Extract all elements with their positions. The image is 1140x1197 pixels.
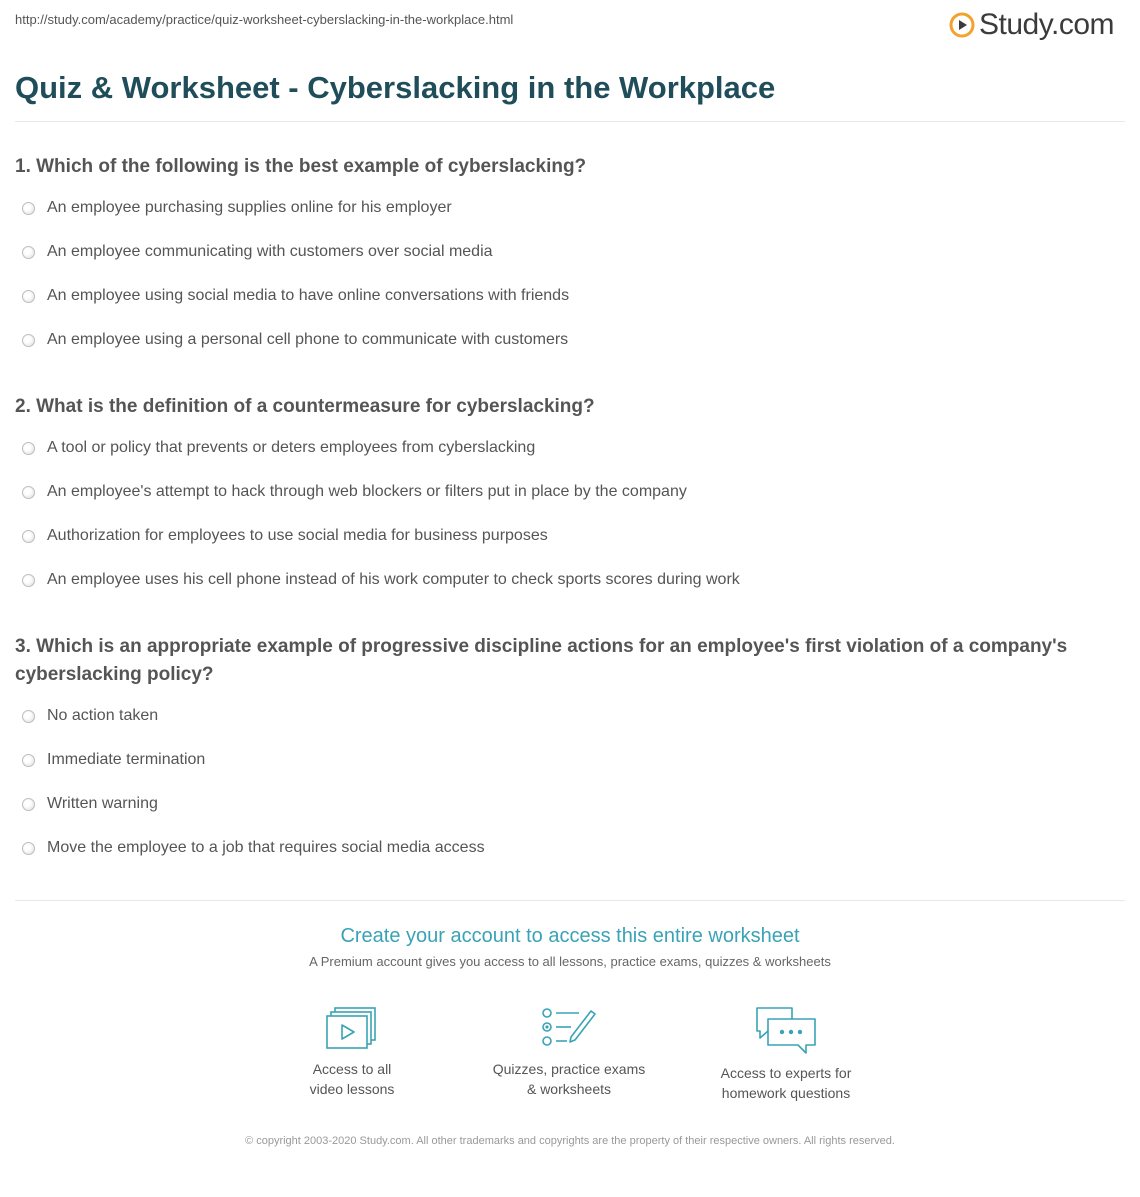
feature-label: Access to all video lessons xyxy=(309,1061,395,1097)
answer-option-3d[interactable] xyxy=(22,839,485,857)
question-3: 3. Which is an appropriate example of progressive discipline actions for an employee's first violation of a company's cyberslacking policy? xyxy=(15,636,1068,685)
radio-button[interactable] xyxy=(22,202,35,215)
answer-option-3c[interactable] xyxy=(22,795,158,813)
feature-label: Quizzes, practice exams & worksheets xyxy=(492,1061,646,1097)
answer-option-2b[interactable] xyxy=(22,483,687,501)
question-1: 1. Which of the following is the best example of cyberslacking? xyxy=(15,156,587,177)
answer-option-1a[interactable] xyxy=(22,199,452,217)
divider xyxy=(15,121,1125,122)
radio-button[interactable] xyxy=(22,798,35,811)
answer-label: Move the employee to a job that requires social media access xyxy=(47,839,485,856)
studycom-logo[interactable] xyxy=(949,6,1114,44)
feature-experts xyxy=(686,1005,886,1103)
answer-label: Immediate termination xyxy=(47,751,206,768)
page-url: http://study.com/academy/practice/quiz-worksheet-cyberslacking-in-the-workplace.html xyxy=(15,12,514,27)
copyright-footer: © copyright 2003-2020 Study.com. All other trademarks and copyrights are the property of their respective owners. All rights reserved. xyxy=(245,1135,895,1147)
answer-label: Written warning xyxy=(47,795,158,812)
radio-button[interactable] xyxy=(22,710,35,723)
answer-option-1c[interactable] xyxy=(22,287,569,305)
play-circle-icon xyxy=(949,12,975,38)
answer-label: An employee purchasing supplies online for his employer xyxy=(47,199,452,216)
feature-video-lessons xyxy=(252,1005,452,1099)
answer-label: An employee using social media to have online conversations with friends xyxy=(47,287,570,304)
logo-text: Study.com xyxy=(979,8,1114,41)
page-title: Quiz & Worksheet - Cyberslacking in the Workplace xyxy=(15,70,776,105)
video-lessons-icon xyxy=(326,1005,378,1051)
answer-label: An employee uses his cell phone instead of his work computer to check sports scores during work xyxy=(47,571,740,588)
radio-button[interactable] xyxy=(22,334,35,347)
answer-option-3a[interactable] xyxy=(22,707,158,725)
divider xyxy=(15,900,1125,901)
answer-option-1d[interactable] xyxy=(22,331,568,349)
answer-option-1b[interactable] xyxy=(22,243,493,261)
answer-option-2c[interactable] xyxy=(22,527,548,545)
answer-label: Authorization for employees to use social media for business purposes xyxy=(47,527,548,544)
radio-button[interactable] xyxy=(22,486,35,499)
answer-label: A tool or policy that prevents or deters employees from cyberslacking xyxy=(47,439,536,456)
radio-button[interactable] xyxy=(22,246,35,259)
create-account-link[interactable]: Create your account to access this entire worksheet xyxy=(340,925,800,947)
premium-description: A Premium account gives you access to all lessons, practice exams, quizzes & worksheets xyxy=(309,954,831,969)
quiz-checklist-icon xyxy=(541,1005,597,1051)
radio-button[interactable] xyxy=(22,754,35,767)
radio-button[interactable] xyxy=(22,530,35,543)
answer-option-3b[interactable] xyxy=(22,751,205,769)
feature-quizzes xyxy=(469,1005,669,1099)
answer-option-2d[interactable] xyxy=(22,571,740,589)
radio-button[interactable] xyxy=(22,574,35,587)
feature-label: Access to experts for homework questions xyxy=(720,1065,852,1101)
radio-button[interactable] xyxy=(22,290,35,303)
radio-button[interactable] xyxy=(22,842,35,855)
answer-label: No action taken xyxy=(47,707,159,724)
answer-label: An employee using a personal cell phone to communicate with customers xyxy=(47,331,569,348)
answer-label: An employee's attempt to hack through web blockers or filters put in place by the company xyxy=(47,483,687,500)
answer-label: An employee communicating with customers over social media xyxy=(47,243,493,260)
answer-option-2a[interactable] xyxy=(22,439,535,457)
question-2: 2. What is the definition of a countermeasure for cyberslacking? xyxy=(15,396,595,417)
radio-button[interactable] xyxy=(22,442,35,455)
chat-bubbles-icon xyxy=(754,1005,818,1055)
